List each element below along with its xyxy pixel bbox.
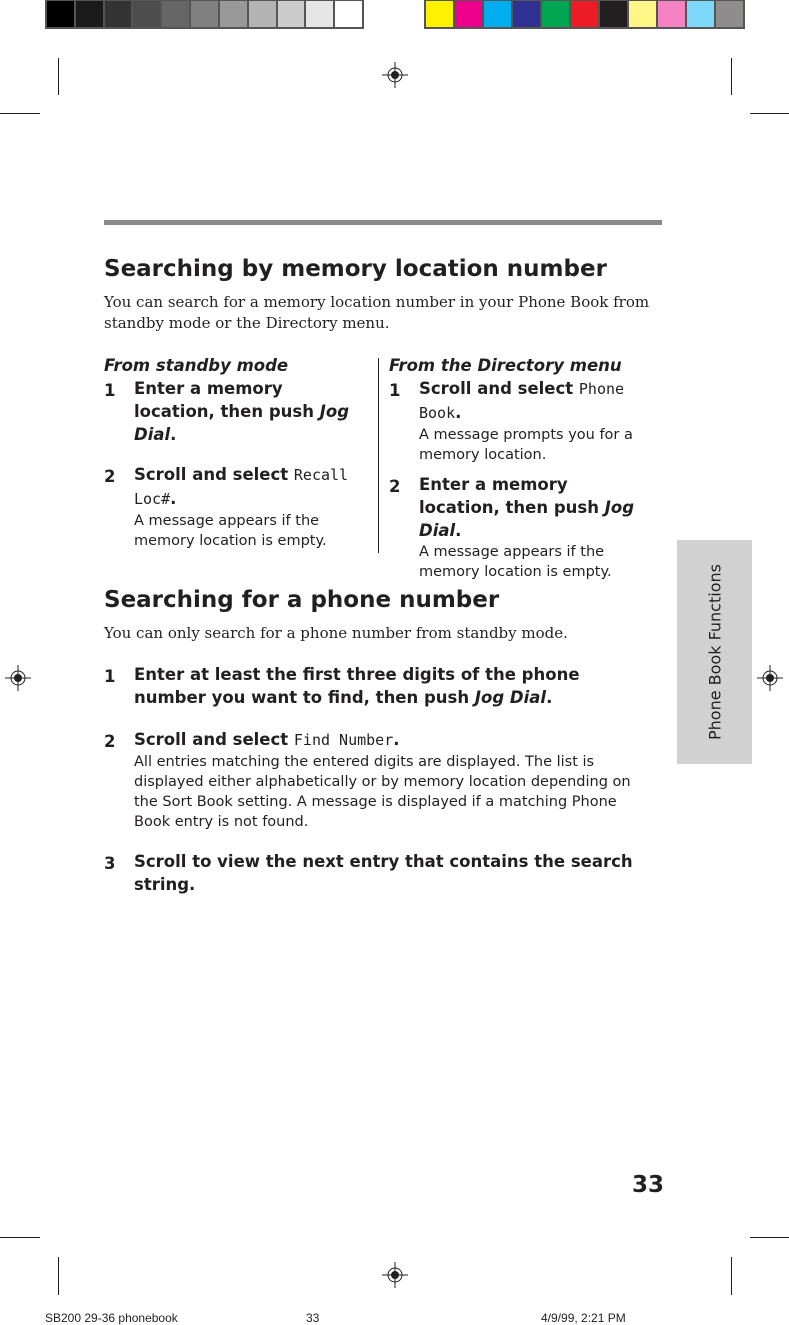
step-number: 2 (104, 732, 116, 751)
step-number: 2 (104, 467, 116, 486)
step-number: 1 (104, 667, 116, 686)
jog-dial-label: Jog Dial (134, 402, 350, 444)
grayscale-calibration-bar (45, 0, 364, 29)
section-intro: You can search for a memory location number in your Phone Book from standby mode or the Directory menu. (104, 293, 650, 332)
punctuation: . (455, 403, 462, 422)
color-swatch (162, 1, 189, 27)
color-swatch (191, 1, 218, 27)
color-swatch (133, 1, 160, 27)
step-text (419, 473, 654, 582)
jog-dial-label: Jog Dial (474, 688, 547, 707)
menu-item-name: Recall Loc# (134, 466, 349, 508)
color-swatch (306, 1, 333, 27)
step-instruction: Scroll and select (134, 465, 294, 484)
step-text (134, 463, 359, 551)
menu-item-name: Find Number (293, 731, 394, 749)
crop-mark (0, 113, 40, 114)
color-swatch (249, 1, 276, 27)
crop-mark (750, 1237, 789, 1238)
registration-mark-icon (5, 665, 31, 691)
crop-mark (731, 1257, 732, 1295)
color-swatch (105, 1, 132, 27)
step-note: A message appears if the memory location is empty. (134, 513, 327, 549)
step-number: 1 (389, 381, 401, 400)
color-swatch (542, 1, 569, 27)
color-swatch (716, 1, 743, 27)
step-number: 1 (104, 381, 116, 400)
footer-page: 33 (306, 1311, 320, 1325)
registration-mark-icon (382, 1262, 408, 1288)
jog-dial-label: Jog Dial (419, 498, 635, 540)
punctuation: . (546, 688, 553, 707)
color-swatch (76, 1, 103, 27)
crop-mark (0, 1237, 40, 1238)
punctuation: . (170, 489, 177, 508)
side-tab-label: Phone Book Functions (705, 564, 724, 740)
footer-filename: SB200 29-36 phonebook (45, 1311, 178, 1325)
color-swatch (600, 1, 627, 27)
step-instruction: Enter a memory location, then push (134, 379, 320, 421)
crop-mark (58, 1257, 59, 1295)
registration-mark-icon (757, 665, 783, 691)
step-note: A message prompts you for a memory location. (419, 427, 633, 463)
color-swatch (278, 1, 305, 27)
punctuation: . (170, 425, 177, 444)
step-instruction: Scroll to view the next entry that contains the search string. (134, 852, 633, 894)
subheading-directory: From the Directory menu (389, 356, 622, 375)
color-swatch (484, 1, 511, 27)
step-number: 3 (104, 854, 116, 873)
step-note: All entries matching the entered digits are displayed. The list is displayed either alphabetically or by memory location depending on the Sort Book setting. A message is displayed if a matching Phone Book entry is not found. (134, 754, 631, 830)
color-swatch (220, 1, 247, 27)
column-divider (378, 358, 379, 553)
color-swatch (571, 1, 598, 27)
step-number: 2 (389, 477, 401, 496)
step-instruction: Enter a memory location, then push (419, 475, 605, 517)
punctuation: . (393, 730, 400, 749)
step-text (134, 377, 359, 446)
color-swatch (629, 1, 656, 27)
crop-mark (58, 58, 59, 95)
color-swatch (513, 1, 540, 27)
registration-mark-icon (382, 62, 408, 88)
step-text (134, 663, 654, 709)
step-instruction: Scroll and select (134, 730, 294, 749)
section-title: Searching for a phone number (104, 587, 500, 613)
side-tab (677, 540, 752, 764)
step-note: A message appears if the memory location is empty. (419, 544, 612, 580)
menu-item-name: Phone Book (419, 380, 625, 422)
section-intro: You can only search for a phone number from standby mode. (104, 624, 568, 642)
color-calibration-bar (424, 0, 745, 29)
step-instruction: Scroll and select (419, 379, 579, 398)
subheading-standby: From standby mode (104, 356, 289, 375)
color-swatch (687, 1, 714, 27)
footer-date: 4/9/99, 2:21 PM (541, 1311, 626, 1325)
section-rule (104, 220, 662, 225)
step-text (134, 850, 654, 896)
punctuation: . (455, 521, 462, 540)
color-swatch (658, 1, 685, 27)
color-swatch (426, 1, 453, 27)
step-text (419, 377, 654, 465)
color-swatch (335, 1, 362, 27)
section-title: Searching by memory location number (104, 256, 607, 282)
crop-mark (731, 58, 732, 95)
step-instruction: Enter at least the first three digits of the phone number you want to find, then push (134, 665, 580, 707)
color-swatch (47, 1, 74, 27)
page-number: 33 (632, 1172, 665, 1198)
color-swatch (455, 1, 482, 27)
crop-mark (750, 113, 789, 114)
step-text (134, 728, 654, 832)
